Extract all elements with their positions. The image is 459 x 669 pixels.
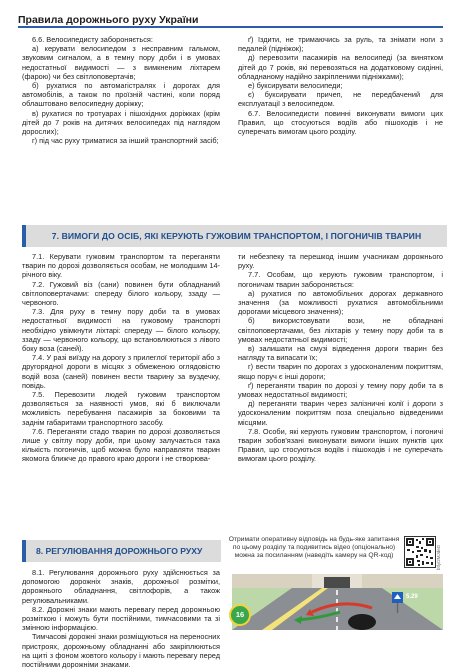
paragraph-7-6-continued: ти небезпеку та перешкод іншим учасникам дорожнього руху.: [238, 252, 443, 271]
section7-left-column: [22, 252, 220, 464]
item-7-7-b: б) використовувати вози, не обладнані світлоповертачами, без ліхтарів у темну пору доби та в умовах недостатньої видимості;: [238, 316, 443, 344]
item-6-6-a: а) керувати велосипедом з несправним гальмом, звуковим сигналом, а в темну пору доби і в умовах недостатньої видимості — з вимкненим ліхтарем (фарою) чи без світлоповертачів;: [22, 44, 220, 81]
paragraph-7-7: 7.7. Особам, що керують гужовим транспортом, і погоничам тварин забороняється:: [238, 270, 443, 289]
paragraph-7-5: 7.5. Перевозити людей гужовим транспортом дозволяється за наявності умов, які б виключали можливість перебування пасажирів за боковими та заднім габаритами транспортного засобу.: [22, 390, 220, 427]
paragraph-8-2: 8.2. Дорожні знаки мають перевагу перед дорожньою розміткою і можуть бути постійними, тимчасовими та зі змінною інформацією.: [22, 604, 220, 633]
qr-code-label: btly/2MJdeD: [436, 544, 441, 570]
item-7-7-gg: ґ) переганяти тварин по дорозі у темну пору доби та в умовах недостатньої видимості;: [238, 380, 443, 400]
paragraph-7-1: 7.1. Керувати гужовим транспортом та переганяти тварин по дорозі дозволяється особам, не молодшим 14-річного віку.: [22, 252, 220, 280]
paragraph-7-2: 7.2. Гужовий віз (сани) повинен бути обладнаний світлоповертачами: спереду білого кольору, ззаду — червоного.: [22, 279, 220, 308]
section8-title: 8. РЕГУЛЮВАННЯ ДОРОЖНЬОГО РУХУ: [36, 546, 203, 556]
item-7-7-a: а) рухатися по автомобільних дорогах державного значення (за можливості рухатися автомобільними дорогами місцевого значення);: [238, 288, 443, 317]
section7-heading-band: [22, 225, 447, 247]
section8-heading-band: [22, 540, 221, 562]
section6-left-column: [22, 35, 220, 145]
item-7-7-d: д) переганяти тварин через залізничні колії і дороги з удосконаленим покриттям поза спеціально відведеними місцями.: [238, 399, 443, 427]
item-7-7-g: г) вести тварин по дорогах з удосконаленим покриттям, якщо поруч є інші дороги;: [238, 362, 443, 381]
page-number: 16: [229, 604, 251, 626]
paragraph-7-6: 7.6. Переганяти стадо тварин по дорозі дозволяється лише у світлу пору доби, при цьому залучається така кількість погоничів, щоб можна було направляти тварин якомога ближче до правого краю дороги і не створюва-: [22, 426, 220, 464]
item-6-6-v: в) рухатися по тротуарах і пішохідних доріжках (крім дітей до 7 років на дитячих велосипедах під наглядом дорослих);: [22, 108, 220, 137]
qr-note: Отримати оперативну відповідь на будь-яке запитання по цьому розділу та подивитись відео (опціонально) можна за посиланням (наведіть камеру на QR-код): [228, 536, 400, 560]
item-6-6-g: г) під час руху триматися за інший транспортний засіб;: [32, 136, 219, 146]
road-illustration: [232, 574, 443, 630]
road-scene-icon: [232, 574, 443, 630]
qr-code-icon: [405, 537, 435, 567]
item-6-6-ye: є) буксирувати причеп, не передбачений для експлуатації з велосипедом.: [238, 90, 443, 109]
paragraph-6-7: 6.7. Велосипедисти повинні виконувати вимоги цих Правил, що стосуються водіїв або пішоходів і не суперечать вимогам цього розділу.: [238, 108, 443, 137]
qr-code[interactable]: [404, 536, 436, 568]
section7-right-column: [238, 252, 443, 464]
paragraph-8-2-temporary: Тимчасові дорожні знаки розміщуються на переносних пристроях, дорожньому обладнанні або закріплюються на щиті з фоном жовтого кольору і мають перевагу перед постійними дорожніми знаками.: [22, 632, 220, 669]
item-6-6-b: б) рухатися по автомагістралях і дорогах для автомобілів, а також по проїзній частині, коли поряд облаштовано велосипедну доріжку;: [22, 81, 220, 109]
item-7-7-v: в) залишати на смузі відведення дороги тварин без нагляду та випасати їх;: [238, 344, 443, 363]
paragraph-6-6: 6.6. Велосипедисту забороняється:: [32, 35, 153, 44]
section8-left-column: [22, 568, 220, 669]
paragraph-7-8: 7.8. Особи, які керують гужовим транспортом, і погоничі тварин зобов'язані виконувати вимоги інших пунктів цих Правил, що стосуються водіїв і пішоходів і не суперечать вимогам цього розділу.: [238, 426, 443, 464]
page-title: Правила дорожнього руху України: [18, 14, 199, 26]
paragraph-7-4: 7.4. У разі виїзду на дорогу з прилеглої території або з другорядної дороги в місцях з обмеженою оглядовістю водій воза (саней) повинен вести тварину за вуздечку, повідь.: [22, 353, 220, 390]
paragraph-8-1: 8.1. Регулювання дорожнього руху здійснюється за допомогою дорожніх знаків, дорожньої розмітки, дорожнього обладнання, світлофорів, а також регулювальниками.: [22, 568, 220, 605]
item-6-6-e: е) буксирувати велосипеди;: [248, 81, 343, 91]
sign-label-5-29: 5.29: [406, 594, 418, 600]
section7-title: 7. ВИМОГИ ДО ОСІБ, ЯКІ КЕРУЮТЬ ГУЖОВИМ ТРАНСПОРТОМ, І ПОГОНИЧІВ ТВАРИН: [51, 231, 422, 241]
page-header: [18, 10, 443, 28]
section6-right-column: [238, 35, 443, 136]
item-6-6-d: д) перевозити пасажирів на велосипеді (за винятком дітей до 7 років, які перевозяться на додатковому сидінні, обладнаному надійно закріпленими підніжками);: [238, 53, 443, 81]
paragraph-7-3: 7.3. Для руху в темну пору доби та в умовах недостатньої видимості на гужовому транспорті необхідно увімкнути ліхтарі: спереду — білого кольору, ззаду — червоного кольору, що встановлюються з лівого боку воза (саней).: [22, 307, 220, 354]
item-6-6-gg: ґ) їздити, не тримаючись за руль, та знімати ноги з педалей (підніжок);: [238, 35, 443, 54]
